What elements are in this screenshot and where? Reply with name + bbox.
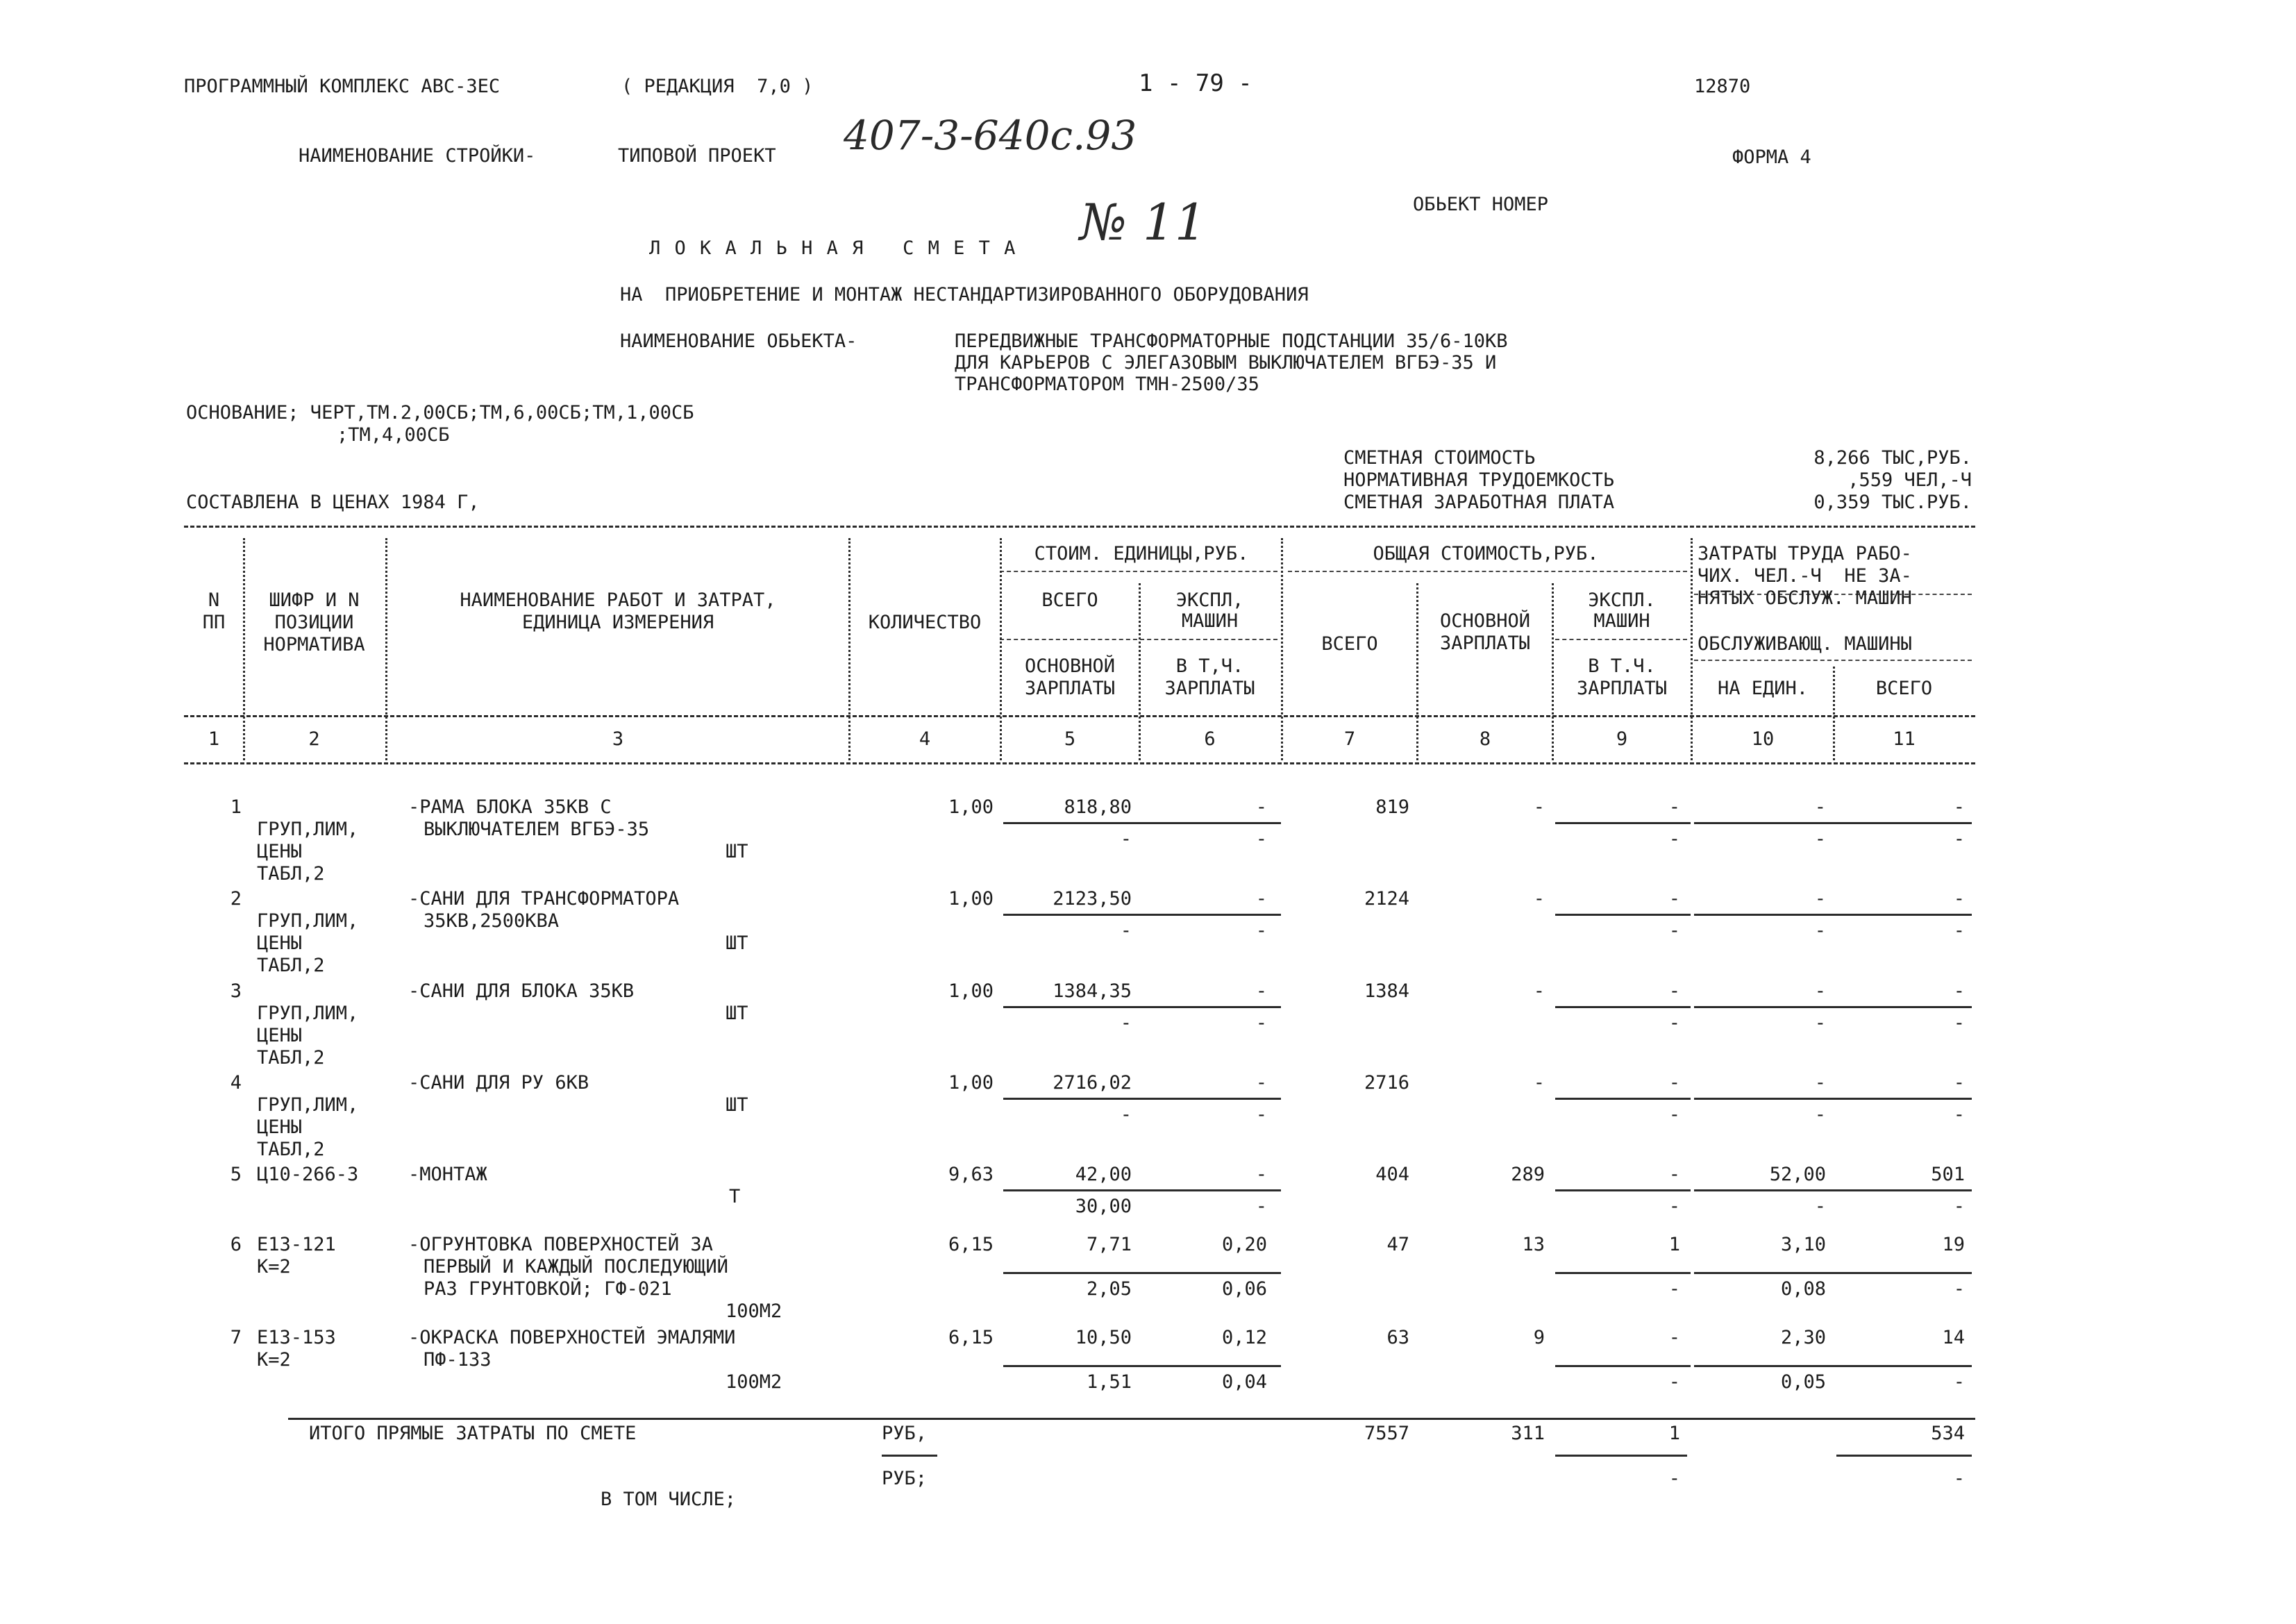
- quantity: 9,63: [948, 1164, 994, 1185]
- object-name-line: ТРАНСФОРМАТОРОМ ТМН-2500/35: [955, 374, 1259, 395]
- quantity: 6,15: [948, 1327, 994, 1348]
- unit-total-cost: 42,00: [1075, 1164, 1132, 1185]
- unit-measure: 100М2: [726, 1371, 782, 1393]
- cell-rule: [1694, 1006, 1972, 1008]
- norm-code: Ц10-266-3: [257, 1164, 359, 1185]
- column-number: 10: [1751, 728, 1775, 750]
- page-number: 1 - 79 -: [1139, 69, 1252, 97]
- cell-rule: [1555, 1098, 1691, 1100]
- unit-measure: 100М2: [726, 1300, 782, 1322]
- total-salary: 9: [1533, 1327, 1545, 1348]
- basis-line: ;ТМ,4,00СБ: [337, 424, 450, 446]
- header-total-salary: ОСНОВНОЙ: [1439, 610, 1531, 632]
- header-labor-total: ВСЕГО: [1875, 678, 1933, 699]
- quantity: 6,15: [948, 1234, 994, 1255]
- unit-incl-salary: 0,04: [1221, 1371, 1267, 1393]
- header-unit-salary: ЗАРПЛАТЫ: [1024, 678, 1116, 699]
- quantity: 1,00: [948, 888, 994, 910]
- document-title: Л О К А Л Ь Н А Я С М Е Т А: [649, 237, 1017, 259]
- cell-rule: [1555, 1272, 1691, 1274]
- labor-per-unit: 3,10: [1780, 1234, 1826, 1255]
- total-rule: [288, 1418, 1975, 1420]
- header-total-all: ВСЕГО: [1321, 633, 1378, 655]
- form-number: ФОРМА 4: [1732, 147, 1811, 168]
- column-number: 9: [1616, 728, 1628, 750]
- service-labor-total: -: [1953, 1196, 1965, 1217]
- service-labor-per-unit: -: [1814, 1104, 1826, 1125]
- labor-per-unit: -: [1814, 980, 1826, 1002]
- header-col4: КОЛИЧЕСТВО: [868, 612, 982, 633]
- header-total-salary: ЗАРПЛАТЫ: [1439, 633, 1531, 654]
- cell-rule: [1694, 1272, 1972, 1274]
- summary-value: 0,359 ТЫС.РУБ.: [1813, 492, 1972, 513]
- total-salary: -: [1533, 980, 1545, 1002]
- construction-value: ТИПОВОЙ ПРОЕКТ: [618, 145, 776, 167]
- column-divider: [1552, 583, 1554, 760]
- column-divider: [848, 538, 850, 760]
- header-col1: ПП: [202, 612, 226, 633]
- unit-salary: 2,05: [1086, 1278, 1132, 1300]
- row-number: 7: [230, 1327, 242, 1348]
- work-name: -САНИ ДЛЯ ТРАНСФОРМАТОРА: [408, 888, 680, 910]
- unit-salary: 30,00: [1075, 1196, 1132, 1217]
- total-machines: -: [1668, 888, 1680, 910]
- cell-rule: [1694, 1189, 1972, 1191]
- grand-total: 7557: [1364, 1423, 1409, 1444]
- quantity: 1,00: [948, 980, 994, 1002]
- grand-total-labor-2: -: [1953, 1468, 1965, 1489]
- column-number: 11: [1893, 728, 1916, 750]
- norm-code: ТАБЛ,2: [257, 863, 325, 885]
- object-name-line: ПЕРЕДВИЖНЫЕ ТРАНСФОРМАТОРНЫЕ ПОДСТАНЦИИ 35/6-10КВ: [955, 330, 1508, 352]
- total-salary: -: [1533, 888, 1545, 910]
- unit-total-cost: 2123,50: [1053, 888, 1132, 910]
- grand-total-labor: 534: [1931, 1423, 1965, 1444]
- total-sub-rule: [1555, 1455, 1687, 1457]
- service-labor-total: -: [1953, 1104, 1965, 1125]
- labor-total: -: [1953, 980, 1965, 1002]
- row-number: 3: [230, 980, 242, 1002]
- row-number: 4: [230, 1072, 242, 1094]
- norm-code: ТАБЛ,2: [257, 1139, 325, 1160]
- header-col3: НАИМЕНОВАНИЕ РАБОТ И ЗАТРАТ,: [460, 589, 776, 611]
- estimate-number: № 11: [1080, 193, 1207, 251]
- work-name: -САНИ ДЛЯ РУ 6КВ: [408, 1072, 589, 1094]
- unit-salary: -: [1120, 1104, 1132, 1125]
- norm-code: К=2: [257, 1349, 291, 1371]
- unit-incl-salary: -: [1255, 1104, 1267, 1125]
- header-col2: ПОЗИЦИИ: [274, 612, 354, 633]
- service-labor-total: -: [1953, 1278, 1965, 1300]
- norm-code: К=2: [257, 1256, 291, 1278]
- work-name: ПФ-133: [424, 1349, 492, 1371]
- unit-total-cost: 818,80: [1064, 796, 1132, 818]
- column-divider: [1691, 538, 1693, 760]
- norm-code: ТАБЛ,2: [257, 1047, 325, 1069]
- summary-label: СМЕТНАЯ ЗАРАБОТНАЯ ПЛАТА: [1343, 492, 1615, 513]
- column-divider: [1281, 538, 1283, 760]
- service-labor-per-unit: -: [1814, 1196, 1826, 1217]
- table-rule: [184, 762, 1975, 764]
- norm-code: ГРУП,ЛИМ,: [257, 819, 359, 840]
- service-labor-per-unit: -: [1814, 920, 1826, 941]
- unit-incl-salary: 0,06: [1221, 1278, 1267, 1300]
- header-unit-salary: ОСНОВНОЙ: [1024, 655, 1116, 677]
- unit-measure: ШТ: [726, 932, 748, 954]
- prices-year: СОСТАВЛЕНА В ЦЕНАХ 1984 Г,: [186, 492, 480, 513]
- unit-salary: -: [1120, 920, 1132, 941]
- column-number: 5: [1064, 728, 1076, 750]
- work-name: -РАМА БЛОКА 35КВ С: [408, 796, 612, 818]
- total-machines: -: [1668, 1164, 1680, 1185]
- document-subtitle: НА ПРИОБРЕТЕНИЕ И МОНТАЖ НЕСТАНДАРТИЗИРОВАННОГО ОБОРУДОВАНИЯ: [620, 284, 1309, 305]
- unit-machines-cost: -: [1255, 1164, 1267, 1185]
- column-divider: [1416, 583, 1418, 760]
- labor-per-unit: 52,00: [1769, 1164, 1826, 1185]
- work-name: ВЫКЛЮЧАТЕЛЕМ ВГБЭ-35: [424, 819, 650, 840]
- total-incl-salary: -: [1668, 1278, 1680, 1300]
- labor-per-unit: -: [1814, 796, 1826, 818]
- column-divider: [385, 538, 387, 760]
- header-total-machines: ЭКСПЛ.: [1588, 589, 1656, 611]
- total-incl-salary: -: [1668, 1012, 1680, 1034]
- total-salary: -: [1533, 796, 1545, 818]
- table-rule: [184, 715, 1975, 717]
- unit-incl-salary: -: [1255, 920, 1267, 941]
- total-cost: 47: [1386, 1234, 1409, 1255]
- cell-rule: [1694, 1098, 1972, 1100]
- unit-total-cost: 10,50: [1075, 1327, 1132, 1348]
- total-incl-salary: -: [1668, 920, 1680, 941]
- header-unit-total: ВСЕГО: [1041, 589, 1098, 611]
- labor-total: 501: [1931, 1164, 1965, 1185]
- table-rule: [184, 526, 1975, 528]
- quantity: 1,00: [948, 796, 994, 818]
- unit-measure: ШТ: [726, 1094, 748, 1116]
- unit-incl-salary: -: [1255, 828, 1267, 850]
- cell-rule: [1694, 914, 1972, 916]
- total-cost: 2716: [1364, 1072, 1409, 1094]
- labor-total: -: [1953, 1072, 1965, 1094]
- norm-code: Е13-153: [257, 1327, 336, 1348]
- unit-incl-salary: -: [1255, 1196, 1267, 1217]
- total-cost: 819: [1375, 796, 1409, 818]
- row-number: 5: [230, 1164, 242, 1185]
- norm-code: ЦЕНЫ: [257, 1116, 303, 1138]
- service-labor-total: -: [1953, 920, 1965, 941]
- norm-code: ЦЕНЫ: [257, 932, 303, 954]
- row-number: 6: [230, 1234, 242, 1255]
- column-number: 1: [208, 728, 220, 750]
- column-number: 7: [1343, 728, 1356, 750]
- total-cost: 63: [1386, 1327, 1409, 1348]
- header-labor: ЗАТРАТЫ ТРУДА РАБО-: [1698, 543, 1912, 564]
- cell-rule: [1003, 1272, 1281, 1274]
- row-number: 1: [230, 796, 242, 818]
- total-label: ИТОГО ПРЯМЫЕ ЗАТРАТЫ ПО СМЕТЕ: [309, 1423, 637, 1444]
- column-number: 2: [308, 728, 320, 750]
- service-labor-per-unit: -: [1814, 1012, 1826, 1034]
- column-number: 6: [1204, 728, 1216, 750]
- total-machines: -: [1668, 980, 1680, 1002]
- total-cost: 2124: [1364, 888, 1409, 910]
- grand-total-machines: 1: [1668, 1423, 1680, 1444]
- unit-salary: -: [1120, 828, 1132, 850]
- norm-code: ГРУП,ЛИМ,: [257, 1094, 359, 1116]
- currency-rule: [882, 1455, 937, 1457]
- grand-total-salary: 311: [1511, 1423, 1545, 1444]
- total-machines: -: [1668, 796, 1680, 818]
- norm-code: Е13-121: [257, 1234, 336, 1255]
- table-rule: [1694, 660, 1972, 661]
- cell-rule: [1555, 822, 1691, 824]
- total-sub-rule: [1836, 1455, 1972, 1457]
- unit-machines-cost: -: [1255, 888, 1267, 910]
- cell-rule: [1003, 822, 1281, 824]
- service-labor-total: -: [1953, 1371, 1965, 1393]
- header-col2: НОРМАТИВА: [263, 634, 365, 655]
- header-unit-incl: В Т,Ч.: [1175, 655, 1244, 677]
- total-salary: 13: [1522, 1234, 1545, 1255]
- labor-per-unit: 2,30: [1780, 1327, 1826, 1348]
- object-name-label: НАИМЕНОВАНИЕ ОБЬЕКТА-: [620, 330, 857, 352]
- object-name-line: ДЛЯ КАРЬЕРОВ С ЭЛЕГАЗОВЫМ ВЫКЛЮЧАТЕЛЕМ ВГБЭ-35 И: [955, 352, 1497, 374]
- unit-machines-cost: 0,12: [1221, 1327, 1267, 1348]
- cell-rule: [1003, 1006, 1281, 1008]
- total-currency: РУБ,: [882, 1423, 928, 1444]
- header-unit-incl: ЗАРПЛАТЫ: [1164, 678, 1255, 699]
- grand-total-incl: -: [1668, 1468, 1680, 1489]
- column-number: 3: [612, 728, 624, 750]
- cell-rule: [1003, 1365, 1281, 1367]
- summary-label: СМЕТНАЯ СТОИМОСТЬ: [1343, 447, 1536, 469]
- norm-code: ГРУП,ЛИМ,: [257, 1003, 359, 1024]
- quantity: 1,00: [948, 1072, 994, 1094]
- work-name: -САНИ ДЛЯ БЛОКА 35КВ: [408, 980, 635, 1002]
- cell-rule: [1555, 1189, 1691, 1191]
- unit-total-cost: 7,71: [1086, 1234, 1132, 1255]
- unit-measure: ШТ: [726, 841, 748, 862]
- total-salary: -: [1533, 1072, 1545, 1094]
- total-incl-salary: -: [1668, 828, 1680, 850]
- work-name: ПЕРВЫЙ И КАЖДЫЙ ПОСЛЕДУЮЩИЙ: [424, 1256, 728, 1278]
- total-machines: -: [1668, 1072, 1680, 1094]
- summary-value: ,559 ЧЕЛ,-Ч: [1847, 469, 1972, 491]
- column-divider: [1000, 538, 1002, 760]
- total-machines: 1: [1668, 1234, 1680, 1255]
- column-number: 4: [919, 728, 931, 750]
- unit-salary: 1,51: [1086, 1371, 1132, 1393]
- cell-rule: [1003, 1098, 1281, 1100]
- header-total-cost: ОБЩАЯ СТОИМОСТЬ,РУБ.: [1373, 543, 1599, 564]
- work-name: -ОГРУНТОВКА ПОВЕРХНОСТЕЙ ЗА: [408, 1234, 713, 1255]
- program-name: ПРОГРАММНЫЙ КОМПЛЕКС АВС-3ЕС: [184, 76, 501, 97]
- service-labor-per-unit: 0,08: [1780, 1278, 1826, 1300]
- labor-total: -: [1953, 796, 1965, 818]
- column-divider: [243, 538, 245, 760]
- norm-code: ГРУП,ЛИМ,: [257, 910, 359, 932]
- cell-rule: [1555, 914, 1691, 916]
- column-divider: [1833, 667, 1835, 760]
- total-cost: 404: [1375, 1164, 1409, 1185]
- total-incl-salary: -: [1668, 1104, 1680, 1125]
- cell-rule: [1003, 914, 1281, 916]
- unit-measure: Т: [729, 1186, 741, 1207]
- header-col3: ЕДИНИЦА ИЗМЕРЕНИЯ: [521, 612, 714, 633]
- total-incl-salary: -: [1668, 1196, 1680, 1217]
- labor-per-unit: -: [1814, 888, 1826, 910]
- norm-code: ТАБЛ,2: [257, 955, 325, 976]
- row-number: 2: [230, 888, 242, 910]
- header-total-incl: ЗАРПЛАТЫ: [1576, 678, 1668, 699]
- project-number: 407-3-640с.93: [844, 112, 1137, 159]
- header-unit-cost: СТОИМ. ЕДИНИЦЫ,РУБ.: [1034, 543, 1249, 564]
- labor-total: -: [1953, 888, 1965, 910]
- header-labor-service: ОБСЛУЖИВАЮЩ. МАШИНЫ: [1698, 633, 1912, 655]
- column-number: 8: [1479, 728, 1491, 750]
- labor-per-unit: -: [1814, 1072, 1826, 1094]
- work-name: -МОНТАЖ: [408, 1164, 487, 1185]
- labor-total: 14: [1942, 1327, 1965, 1348]
- object-number-label: ОБЬЕКТ НОМЕР: [1413, 194, 1549, 215]
- cell-rule: [1555, 1365, 1691, 1367]
- header-labor: ЧИХ. ЧЕЛ.-Ч НЕ ЗА-: [1698, 565, 1912, 587]
- work-name: -ОКРАСКА ПОВЕРХНОСТЕЙ ЭМАЛЯМИ: [408, 1327, 736, 1348]
- unit-salary: -: [1120, 1012, 1132, 1034]
- service-labor-total: -: [1953, 828, 1965, 850]
- unit-machines-cost: -: [1255, 980, 1267, 1002]
- unit-incl-salary: -: [1255, 1012, 1267, 1034]
- cell-rule: [1694, 822, 1972, 824]
- work-name: РАЗ ГРУНТОВКОЙ; ГФ-021: [424, 1278, 672, 1300]
- service-labor-per-unit: 0,05: [1780, 1371, 1826, 1393]
- total-incl-salary: -: [1668, 1371, 1680, 1393]
- norm-code: ЦЕНЫ: [257, 1025, 303, 1046]
- total-currency-2: РУБ;: [882, 1468, 928, 1489]
- norm-code: ЦЕНЫ: [257, 841, 303, 862]
- edition: ( РЕДАКЦИЯ 7,0 ): [621, 76, 814, 97]
- unit-machines-cost: -: [1255, 1072, 1267, 1094]
- unit-total-cost: 1384,35: [1053, 980, 1132, 1002]
- cell-rule: [1555, 1006, 1691, 1008]
- header-unit-machines: МАШИН: [1181, 610, 1239, 632]
- cell-rule: [1694, 1365, 1972, 1367]
- summary-value: 8,266 ТЫС,РУБ.: [1813, 447, 1972, 469]
- header-col1: N: [208, 589, 220, 611]
- header-labor: НЯТЫХ ОБСЛУЖ. МАШИН: [1698, 587, 1912, 609]
- construction-label: НАИМЕНОВАНИЕ СТРОЙКИ-: [299, 145, 536, 167]
- header-total-incl: В Т.Ч.: [1588, 655, 1656, 677]
- total-machines: -: [1668, 1327, 1680, 1348]
- table-rule: [1555, 639, 1687, 640]
- header-col2: ШИФР И N: [269, 589, 360, 611]
- table-rule: [1288, 571, 1687, 572]
- doc-code: 12870: [1694, 76, 1751, 97]
- total-salary: 289: [1511, 1164, 1545, 1185]
- work-name: 35КВ,2500КВА: [424, 910, 560, 932]
- table-rule: [1000, 571, 1277, 572]
- unit-measure: ШТ: [726, 1003, 748, 1024]
- header-unit-machines: ЭКСПЛ,: [1175, 589, 1244, 611]
- service-labor-per-unit: -: [1814, 828, 1826, 850]
- summary-label: НОРМАТИВНАЯ ТРУДОЕМКОСТЬ: [1343, 469, 1615, 491]
- header-total-machines: МАШИН: [1593, 610, 1650, 632]
- cell-rule: [1003, 1189, 1281, 1191]
- unit-machines-cost: 0,20: [1221, 1234, 1267, 1255]
- including-label: В ТОМ ЧИСЛЕ;: [601, 1489, 737, 1510]
- header-labor-per-unit: НА ЕДИН.: [1717, 678, 1809, 699]
- service-labor-total: -: [1953, 1012, 1965, 1034]
- unit-total-cost: 2716,02: [1053, 1072, 1132, 1094]
- column-divider: [1139, 583, 1141, 760]
- basis-line: ОСНОВАНИЕ; ЧЕРТ,ТМ.2,00СБ;ТМ,6,00СБ;ТМ,1,00СБ: [186, 402, 694, 424]
- labor-total: 19: [1942, 1234, 1965, 1255]
- total-cost: 1384: [1364, 980, 1409, 1002]
- unit-machines-cost: -: [1255, 796, 1267, 818]
